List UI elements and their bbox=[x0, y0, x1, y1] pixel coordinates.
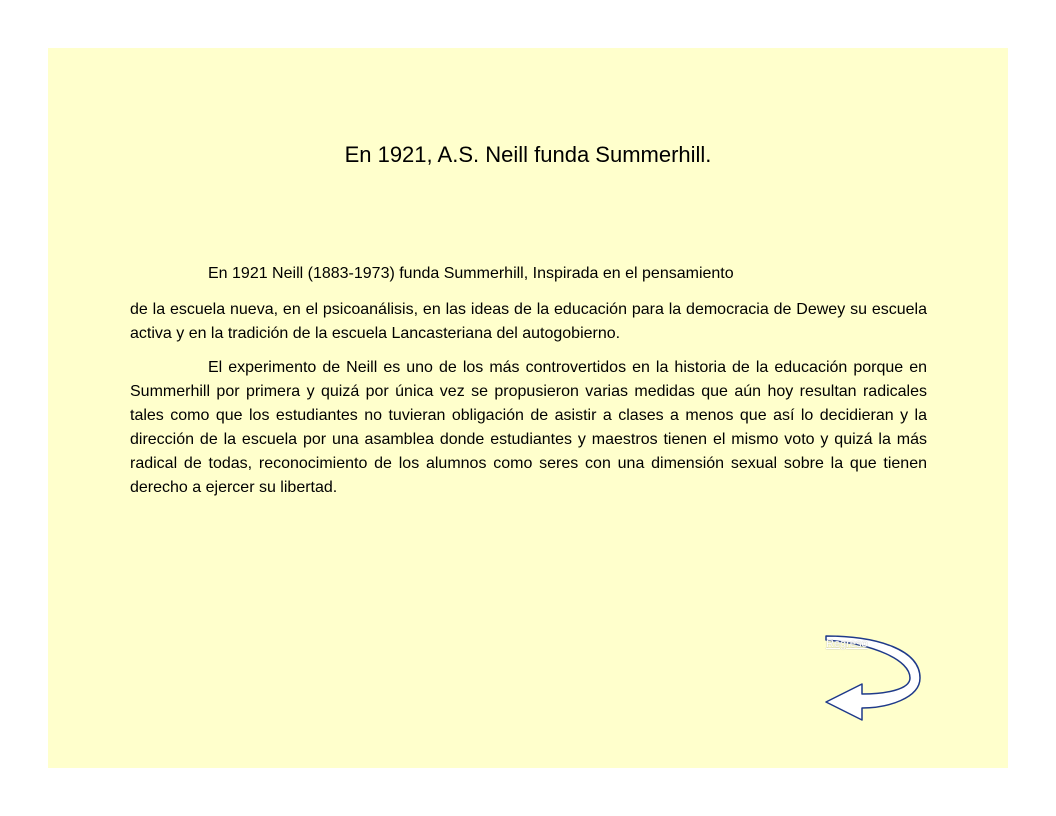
paragraph-1-continuation: de la escuela nueva, en el psicoanálisis, en las ideas de la educación para la democracia de Dewey su escuela activa y en la tradición de la escuela Lancasteriana del autogobierno. bbox=[130, 301, 927, 342]
return-link[interactable]: Regreso bbox=[826, 638, 868, 650]
slide-title: En 1921, A.S. Neill funda Summerhill. bbox=[344, 142, 712, 167]
paragraph-1-first-line: En 1921 Neill (1883-1973) funda Summerhill, Inspirada en el pensamiento bbox=[208, 265, 734, 282]
paragraph-2: El experimento de Neill es uno de los más controvertidos en la historia de la educación porque en Summerhill por primera y quizá por única vez se propusieron varias medidas que aún hoy resultan radicales tales como que los estudiantes no tuvieran obligación de asistir a clases a menos que así lo decidieran y la dirección de la escuela por una asamblea donde estudiantes y maestros tienen el mismo voto y quizá la más radical de todas, reconocimiento de los alumnos como seres con una dimensión sexual sobre la que tienen derecho a ejercer su libertad. bbox=[130, 359, 927, 496]
slide bbox=[48, 48, 1008, 768]
body-text bbox=[130, 262, 927, 500]
